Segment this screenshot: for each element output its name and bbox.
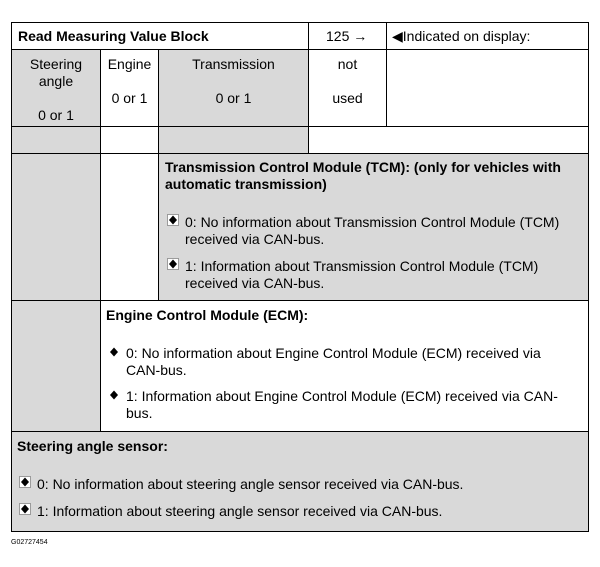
indicated-label bbox=[392, 28, 530, 45]
diamond-bullet-icon bbox=[167, 214, 179, 226]
col-engine-name: Engine bbox=[107, 56, 152, 72]
tcm-item-1: 1: Information about Transmission Control Module (TCM) received via CAN-bus. bbox=[185, 258, 539, 291]
col-notused-value: used bbox=[332, 90, 363, 106]
block-number bbox=[326, 28, 367, 45]
spacer-right bbox=[308, 126, 589, 154]
spacer-engine bbox=[100, 126, 159, 154]
ecm-item-0: 0: No information about Engine Control Module (ECM) received via CAN-bus. bbox=[126, 345, 541, 378]
tcm-title: Transmission Control Module (TCM): (only for vehicles with automatic transmission) bbox=[165, 159, 561, 192]
col-steering-value: 0 or 1 bbox=[38, 107, 74, 123]
spacer-transmission bbox=[158, 126, 309, 154]
diamond-bullet-icon bbox=[167, 258, 179, 270]
block-number-value: 125 bbox=[326, 28, 350, 44]
ecm-item-1: 1: Information about Engine Control Module (ECM) received via CAN-bus. bbox=[126, 388, 558, 421]
figure-id: G02727454 bbox=[11, 539, 48, 546]
indicator-arrow-icon: ◀ bbox=[392, 28, 403, 44]
arrow-right-icon: → bbox=[353, 28, 368, 44]
diamond-bullet-icon bbox=[19, 503, 31, 515]
col-engine-value: 0 or 1 bbox=[111, 90, 148, 106]
col-empty-cell bbox=[386, 49, 589, 127]
ecm-steering-col bbox=[11, 300, 101, 432]
header-title: Read Measuring Value Block bbox=[18, 28, 209, 44]
steering-item-0: 0: No information about steering angle sensor received via CAN-bus. bbox=[37, 476, 464, 492]
col-steering-name: Steering angle bbox=[29, 56, 83, 89]
tcm-item-0: 0: No information about Transmission Control Module (TCM) received via CAN-bus. bbox=[185, 214, 560, 247]
diamond-bullet-icon bbox=[19, 476, 31, 488]
diamond-bullet-icon bbox=[108, 346, 120, 358]
tcm-engine-col bbox=[100, 153, 159, 301]
indicated-text: Indicated on display: bbox=[402, 28, 531, 44]
col-notused-name: not bbox=[337, 56, 358, 72]
col-transmission-value: 0 or 1 bbox=[215, 90, 252, 106]
tcm-steering-col bbox=[11, 153, 101, 301]
steering-title: Steering angle sensor: bbox=[17, 438, 168, 454]
diamond-bullet-icon bbox=[108, 389, 120, 401]
steering-item-1: 1: Information about steering angle sensor received via CAN-bus. bbox=[37, 503, 443, 519]
col-transmission-name: Transmission bbox=[192, 56, 275, 72]
ecm-title: Engine Control Module (ECM): bbox=[106, 307, 309, 323]
spacer-steering bbox=[11, 126, 101, 154]
